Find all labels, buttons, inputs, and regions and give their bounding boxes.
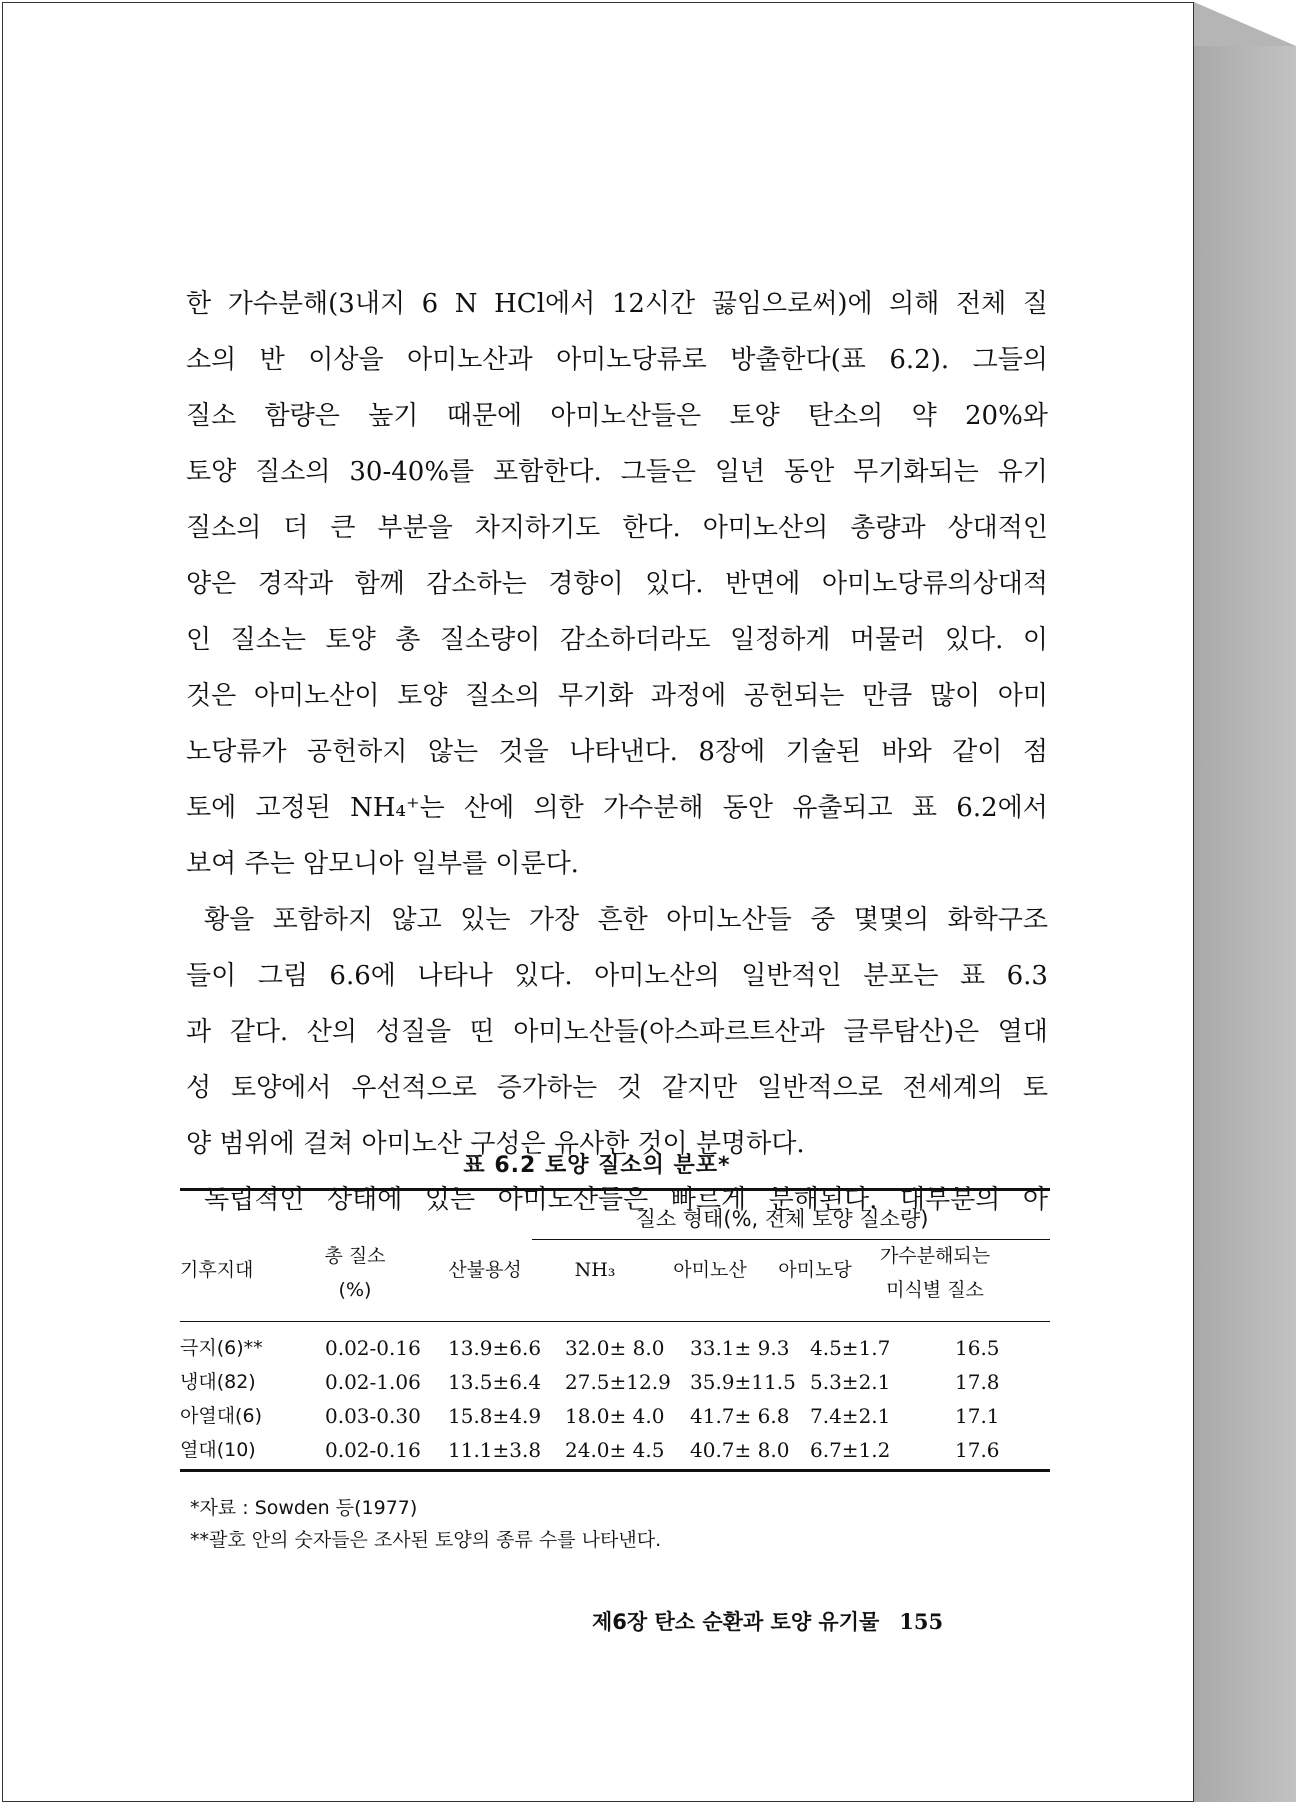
- word: 그림: [257, 961, 308, 991]
- word: 성: [186, 1073, 212, 1103]
- word: 함량은: [264, 401, 340, 431]
- cell-amino-sugar: 6.7±1.2: [810, 1438, 891, 1462]
- cell-unidentified: 17.6: [955, 1438, 1000, 1462]
- word: 노당류가: [186, 737, 287, 767]
- word: 의해: [889, 289, 940, 319]
- word: 증가하는: [496, 1073, 598, 1103]
- cell-amino-acid: 41.7± 6.8: [690, 1404, 790, 1428]
- word: 아미노당류로: [556, 345, 707, 375]
- word: 가수분해: [603, 793, 704, 823]
- cell-region: 열대(10): [180, 1439, 256, 1461]
- word: 공헌되는: [743, 681, 845, 711]
- cell-nh3: 18.0± 4.0: [565, 1404, 665, 1428]
- word: 질소의: [255, 457, 331, 487]
- cell-nh3: 24.0± 4.5: [565, 1438, 665, 1462]
- word: 방출한다(표: [730, 345, 866, 375]
- word: NH₄⁺는: [350, 793, 445, 823]
- header-region: 기후지대: [180, 1259, 254, 1281]
- word: 감소하더라도: [559, 625, 711, 655]
- word: 이상을: [308, 345, 384, 375]
- word: 이: [1022, 625, 1048, 655]
- word: 의한: [533, 793, 584, 823]
- word: 아미노당류의상대적: [821, 569, 1048, 599]
- text-line: [186, 1004, 1048, 1060]
- word: 표: [959, 961, 986, 991]
- word: 20%와: [964, 401, 1048, 431]
- word: 아미: [997, 681, 1048, 711]
- word: 일반적인: [741, 961, 842, 991]
- word: 독립적인: [204, 1185, 305, 1215]
- cell-total-n: 0.03-0.30: [325, 1404, 421, 1428]
- word: 아미노산들은: [550, 401, 702, 431]
- word: 경향이: [548, 569, 624, 599]
- word: 들이: [186, 961, 237, 991]
- word: 일정하게: [730, 625, 831, 655]
- header-unidentified: 가수분해되는 미식별 질소: [879, 1245, 991, 1301]
- text-line: [186, 444, 1048, 500]
- word: 점: [1022, 737, 1048, 767]
- word: 머물러: [849, 625, 926, 655]
- word: 감소하는: [426, 569, 527, 599]
- cell-region: 아열대(6): [180, 1405, 262, 1427]
- word: 동안: [722, 793, 773, 823]
- word: 공헌하지: [306, 737, 408, 767]
- word: 무기화되는: [853, 457, 979, 487]
- word: 토양: [729, 401, 780, 431]
- text-line: [186, 612, 1048, 668]
- word: 띤: [469, 1017, 495, 1047]
- word: 질: [1022, 289, 1048, 319]
- word: 토양: [186, 457, 237, 487]
- word: 8장에: [698, 737, 766, 767]
- word: 일반적으로: [757, 1073, 883, 1103]
- word: 기술된: [785, 737, 861, 767]
- word: 질소는: [230, 625, 306, 655]
- cell-amino-sugar: 7.4±2.1: [810, 1404, 891, 1428]
- cell-unidentified: 17.1: [955, 1404, 1000, 1428]
- word: 같다.: [229, 1017, 289, 1047]
- cell-amino-sugar: 5.3±2.1: [810, 1370, 891, 1394]
- word: 때문에: [446, 401, 523, 431]
- table-row: [180, 1433, 1050, 1467]
- text-line: 보여 주는 암모니아 일부를 이룬다.: [186, 849, 579, 879]
- cell-nh3: 27.5±12.9: [565, 1370, 671, 1394]
- word: 같이: [952, 737, 1003, 767]
- cell-acid-insoluble: 11.1±3.8: [448, 1438, 542, 1462]
- text-line: [186, 668, 1048, 724]
- word: 않는: [427, 737, 479, 767]
- word: 과: [186, 1017, 212, 1047]
- header-acid-insoluble: 산불용성: [448, 1259, 522, 1281]
- cell-unidentified: 16.5: [955, 1336, 1000, 1360]
- word: 빠르게: [670, 1185, 747, 1215]
- word: 동안: [784, 457, 835, 487]
- cell-amino-acid: 35.9±11.5: [690, 1370, 796, 1394]
- word: 아미노산들(아스파르트산과: [513, 1017, 825, 1047]
- table-row: [180, 1399, 1050, 1433]
- word: 총량과: [850, 513, 926, 543]
- word: 아미노산과: [407, 345, 533, 375]
- cell-nh3: 32.0± 8.0: [565, 1336, 665, 1360]
- text-line: [186, 780, 1048, 836]
- word: 그들의: [972, 345, 1048, 375]
- word: 과정에: [650, 681, 727, 711]
- word: 6.6에: [329, 961, 396, 991]
- word: 토양에서: [230, 1073, 332, 1103]
- word: 산의: [306, 1017, 358, 1047]
- word: 그들은: [620, 457, 697, 487]
- cell-acid-insoluble: 15.8±4.9: [448, 1404, 542, 1428]
- word: 양은: [186, 569, 237, 599]
- word: 가장: [528, 905, 580, 935]
- word: 한: [186, 289, 212, 319]
- word: 경작과: [257, 569, 334, 599]
- text-line: [186, 556, 1048, 612]
- word: 우선적으로: [351, 1073, 477, 1103]
- footnote-parentheses: **괄호 안의 숫자들은 조사된 토양의 종류 수를 나타낸다.: [190, 1529, 662, 1551]
- page-number: 155: [899, 1609, 944, 1634]
- text-line: [186, 276, 1048, 332]
- word: 글루탐산)은: [843, 1017, 980, 1047]
- nitrogen-distribution-table: [180, 1188, 1050, 1472]
- word: 인: [186, 625, 212, 655]
- word: 30-40%를: [349, 457, 475, 487]
- word: 질소: [186, 401, 237, 431]
- word: 6: [421, 289, 439, 319]
- text-line: [186, 1060, 1048, 1116]
- word: 유기: [997, 457, 1048, 487]
- word: 일년: [714, 457, 766, 487]
- word: 6.2에서: [956, 793, 1048, 823]
- text-line: 양 범위에 걸쳐 아미노산 구성은 유사한 것이 분명하다.: [186, 1129, 805, 1159]
- cell-acid-insoluble: 13.5±6.4: [448, 1370, 542, 1394]
- word: 약: [911, 401, 937, 431]
- word: 중: [810, 905, 836, 935]
- cell-total-n: 0.02-1.06: [325, 1370, 421, 1394]
- table-row: [180, 1365, 1050, 1399]
- word: 탄소의: [807, 401, 884, 431]
- word: 총: [395, 625, 421, 655]
- text-line: [186, 388, 1048, 444]
- word: 끓임으로써)에: [711, 289, 873, 319]
- word: 반면에: [725, 569, 801, 599]
- word: 산에: [464, 793, 515, 823]
- word: 6.2).: [889, 345, 950, 375]
- cell-amino-acid: 33.1± 9.3: [690, 1336, 790, 1360]
- word: 같지만: [661, 1073, 738, 1103]
- word: 토: [1022, 1073, 1048, 1103]
- word: 6.3: [1006, 961, 1048, 991]
- word: 열대: [997, 1017, 1048, 1047]
- word: 유출되고: [792, 793, 893, 823]
- word: 질소의: [464, 681, 541, 711]
- word: 토양: [397, 681, 448, 711]
- word: 성질을: [375, 1017, 451, 1047]
- word: 한다.: [622, 513, 681, 543]
- word: 바와: [881, 737, 932, 767]
- word: 것은: [186, 681, 237, 711]
- word: 소의: [186, 345, 237, 375]
- word: 무기화: [557, 681, 634, 711]
- word: 것: [616, 1073, 643, 1103]
- header-total-n: 총 질소 (%): [324, 1245, 386, 1301]
- cell-amino-sugar: 4.5±1.7: [810, 1336, 891, 1360]
- text-line: [186, 892, 1048, 948]
- cell-unidentified: 17.8: [955, 1370, 1000, 1394]
- word: 있다.: [944, 625, 1004, 655]
- text-line: [186, 724, 1048, 780]
- table-footnotes: [190, 1492, 661, 1556]
- page-stack-edge: [1194, 46, 1296, 1802]
- header-rule: [180, 1321, 1050, 1322]
- word: 분포는: [863, 961, 939, 991]
- word: 있는: [460, 905, 511, 935]
- word: 아미노산들: [666, 905, 792, 935]
- word: 흔한: [597, 905, 648, 935]
- header-nh3: NH₃: [574, 1259, 616, 1281]
- word: 만큼: [861, 681, 913, 711]
- word: 상태에: [326, 1185, 403, 1215]
- cell-amino-acid: 40.7± 8.0: [690, 1438, 790, 1462]
- table-super-header: 질소 형태(%, 전체 토양 질소량): [635, 1207, 929, 1231]
- text-line: [186, 500, 1048, 556]
- word: 고정된: [255, 793, 331, 823]
- word: 포함하지: [272, 905, 374, 935]
- word: 표: [911, 793, 938, 823]
- table-caption: 표 6.2 토양 질소의 분포*: [463, 1153, 731, 1178]
- word: 많이: [929, 681, 981, 711]
- word: 아미노산들은: [497, 1185, 649, 1215]
- word: 상대적인: [947, 513, 1048, 543]
- word: 가수분해(3내지: [227, 289, 406, 319]
- word: 분해된다.: [768, 1185, 878, 1215]
- word: 나타낸다.: [569, 737, 678, 767]
- table-row: [180, 1331, 1050, 1365]
- cell-total-n: 0.02-0.16: [325, 1336, 421, 1360]
- word: 부분을: [377, 513, 453, 543]
- chapter-title: 제6장 탄소 순환과 토양 유기물: [592, 1610, 880, 1634]
- word: 있다.: [514, 961, 573, 991]
- cell-total-n: 0.02-0.16: [325, 1438, 421, 1462]
- cell-acid-insoluble: 13.9±6.6: [448, 1336, 542, 1360]
- word: 질소량이: [439, 625, 541, 655]
- text-line: [186, 948, 1048, 1004]
- word: 전세계의: [902, 1073, 1003, 1103]
- word: 황을: [204, 905, 255, 935]
- running-footer: [592, 1606, 943, 1636]
- cell-region: 냉대(82): [180, 1371, 256, 1393]
- word: 있다.: [645, 569, 704, 599]
- word: 차지하기도: [474, 513, 601, 543]
- word: 반: [259, 345, 285, 375]
- word: 아미노산이: [253, 681, 380, 711]
- word: 토양: [325, 625, 376, 655]
- text-line: [186, 332, 1048, 388]
- word: 함께: [354, 569, 405, 599]
- header-amino-sugar: 아미노당: [778, 1259, 852, 1281]
- word: 것을: [498, 737, 549, 767]
- word: 대부분의: [899, 1185, 1001, 1215]
- word: 큰: [330, 513, 356, 543]
- word: 아: [1022, 1185, 1048, 1215]
- word: 않고: [391, 905, 442, 935]
- word: 포함한다.: [493, 457, 602, 487]
- word: 아미노산의: [594, 961, 720, 991]
- header-amino-acid: 아미노산: [673, 1259, 747, 1281]
- word: 몇몇의: [853, 905, 930, 935]
- word: N: [454, 289, 478, 319]
- word: 있는: [424, 1185, 476, 1215]
- word: 더: [283, 513, 309, 543]
- word: HCl에서: [494, 289, 596, 319]
- word: 12시간: [611, 289, 696, 319]
- page-stack-edge-top: [1194, 2, 1296, 46]
- word: 질소의: [186, 513, 262, 543]
- cell-region: 극지(6)**: [180, 1337, 263, 1359]
- footnote-source: *자료 : Sowden 등(1977): [190, 1497, 418, 1519]
- word: 높기: [368, 401, 419, 431]
- word: 전체: [955, 289, 1007, 319]
- word: 화학구조: [947, 905, 1048, 935]
- word: 토에: [186, 793, 237, 823]
- word: 나타나: [417, 961, 493, 991]
- body-text: [186, 276, 1048, 1228]
- word: 아미노산의: [702, 513, 829, 543]
